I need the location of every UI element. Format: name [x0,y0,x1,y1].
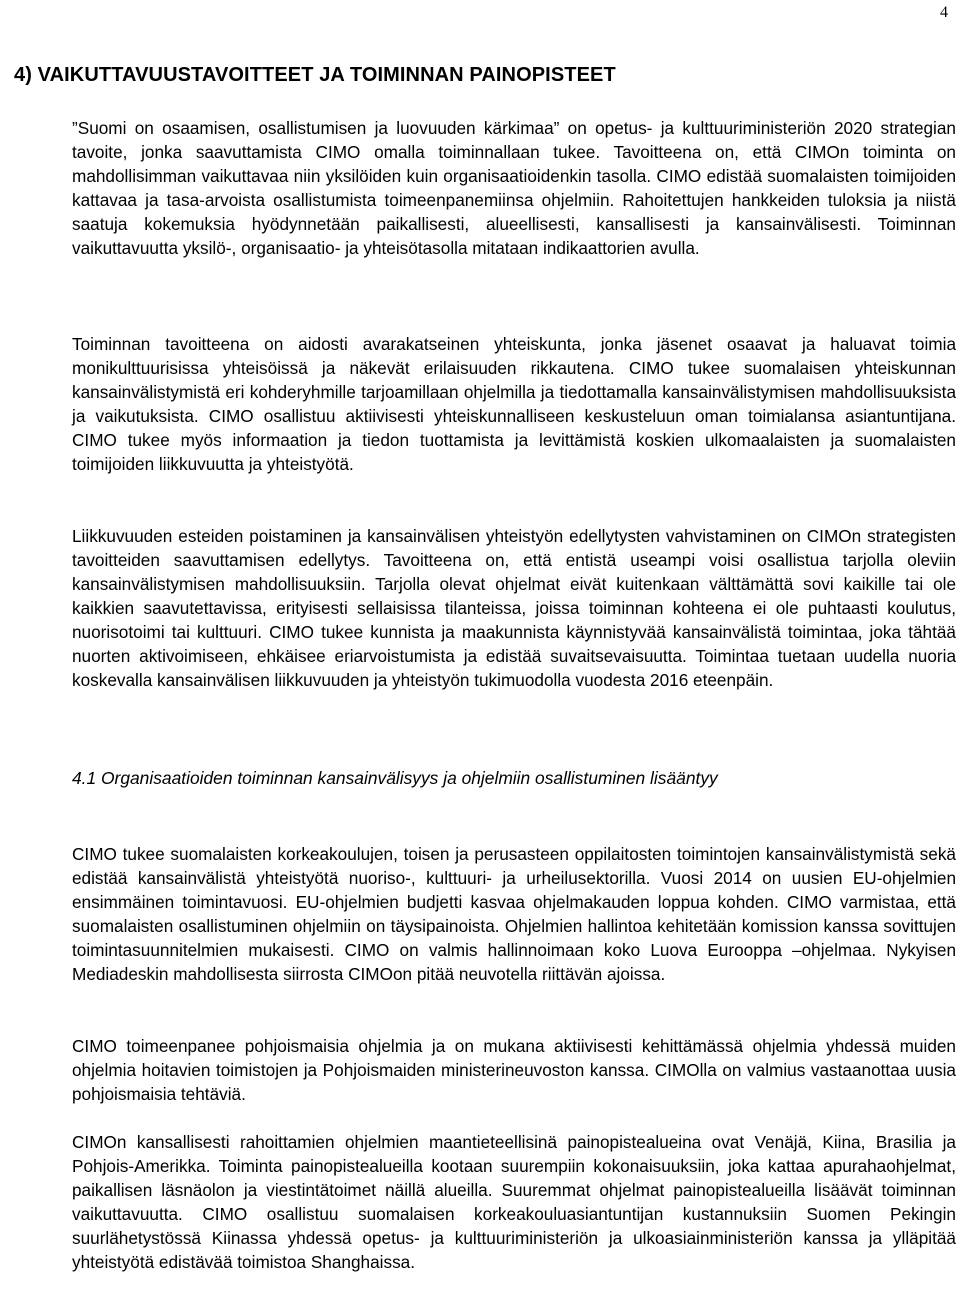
paragraph-focus-areas: CIMOn kansallisesti rahoittamien ohjelmien maantieteellisinä painopistealueina ovat Venäjä, Kiina, Brasilia ja Pohjois-Amerikka. Toiminta painopistealueilla kootaan suurempiin kokonaisuuksiin, joka kattaa apurahaohjelmat, paikallisen läsnäolon ja viestintätoimet näillä alueilla. Suuremmat ohjelmat painopistealueilla lisäävät toiminnan vaikuttavuutta. CIMO osallistuu suomalaisen korkeakouluasiantuntijan kustannuksiin Suomen Pekingin suurlähetystössä Kiinassa yhdessä opetus- ja kulttuuriministeriön ja ulkoasiainministeriön kanssa ja ylläpitää yhteistyötä edistävää toimistoa Shanghaissa. [72,1132,956,1272]
paragraph-nordic-programmes: CIMO toimeenpanee pohjoismaisia ohjelmia ja on mukana aktiivisesti kehittämässä ohjelmia yhdessä muiden ohjelmia hoitavien toimistojen ja Pohjoismaiden ministerineuvoston kanssa. CIMOlla on valmius vastaanottaa uusia pohjoismaisia tehtäviä. [72,1036,956,1104]
section-heading: 4) VAIKUTTAVUUSTAVOITTEET JA TOIMINNAN PAINOPISTEET [14,64,616,86]
subsection-heading: 4.1 Organisaatioiden toiminnan kansainvälisyys ja ohjelmiin osallistuminen lisääntyy [72,768,718,788]
page-number: 4 [940,4,948,21]
paragraph-strategy: ”Suomi on osaamisen, osallistumisen ja luovuuden kärkimaa” on opetus- ja kulttuuriministeriön 2020 strategian tavoite, jonka saavuttamista CIMO omalla toiminnallaan tukee. Tavoitteena on, että CIMOn toiminta on mahdollisimman vaikuttavaa niin yksilöiden kuin organisaatioidenkin tasolla. CIMO edistää suomalaisten toimijoiden kattavaa ja tasa-arvoista osallistumista toimeenpanemiinsa ohjelmiin. Rahoitettujen hankkeiden tuloksia ja niistä saatuja kokemuksia hyödynnetään paikallisesti, alueellisesti, kansallisesti ja kansainvälisesti. Toiminnan vaikuttavuutta yksilö-, organisaatio- ja yhteisötasolla mitataan indikaattorien avulla. [72,118,956,258]
paragraph-mobility: Liikkuvuuden esteiden poistaminen ja kansainvälisen yhteistyön edellytysten vahvistaminen on CIMOn strategisten tavoitteiden saavuttamisen edellytys. Tavoitteena on, että entistä useampi voisi osallistua tarjolla oleviin kansainvälistymisen mahdollisuuksiin. Tarjolla olevat ohjelmat eivät kuitenkaan välttämättä sovi kaikille tai ole kaikkien saavutettavissa, erityisesti sellaisissa tilanteissa, joissa toiminnan kohteena ei ole puhtaasti koulutus, nuorisotoimi tai kulttuuri. CIMO tukee kunnista ja maakunnista käynnistyvää kansainvälistä toimintaa, joka tähtää nuorten aktivoimiseen, ehkäisee eriarvoistumista ja edistää suvaitsevaisuutta. Toimintaa tuetaan uudella nuoria koskevalla kansainvälisen liikkuvuuden ja yhteistyön tukimuodolla vuodesta 2016 eteenpäin. [72,526,956,690]
paragraph-eu-programmes: CIMO tukee suomalaisten korkeakoulujen, toisen ja perusasteen oppilaitosten toimintojen kansainvälistymistä sekä edistää kansainvälistä yhteistyötä nuoriso-, kulttuuri- ja urheilusektorilla. Vuosi 2014 on uusien EU-ohjelmien ensimmäinen toimintavuosi. EU-ohjelmien budjetti kasvaa ohjelmakauden loppua kohden. CIMO varmistaa, että suomalaisten osallistuminen ohjelmiin on täysipainoista. Ohjelmien hallintoa kehitetään komission kanssa sovittujen toimintasuunnitelmien mukaisesti. CIMO on valmis hallinnoimaan koko Luova Eurooppa –ohjelmaa. Nykyisen Mediadeskin mahdollisesta siirrosta CIMOon pitää neuvotella riittävän ajoissa. [72,844,956,984]
paragraph-society: Toiminnan tavoitteena on aidosti avarakatseinen yhteiskunta, jonka jäsenet osaavat ja haluavat toimia monikulttuurisissa yhteisöissä ja näkevät erilaisuuden rikkautena. CIMO tukee suomalaisen yhteiskunnan kansainvälistymistä eri kohderyhmille tarjoamillaan ohjelmilla ja tiedottamalla kansainvälistymisen mahdollisuuksista ja vaikutuksista. CIMO osallistuu aktiivisesti yhteiskunnalliseen keskusteluun oman toimialansa asiantuntijana. CIMO tukee myös informaation ja tiedon tuottamista ja levittämistä koskien ulkomaalaisten ja suomalaisten toimijoiden liikkuvuutta ja yhteistyötä. [72,334,956,474]
